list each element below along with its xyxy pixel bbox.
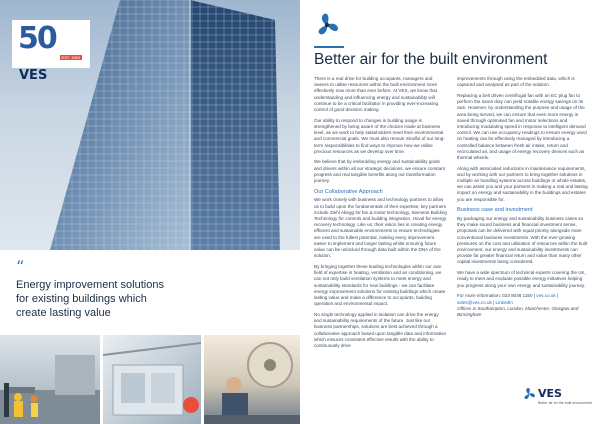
page-title: Better air for the built environment — [314, 51, 548, 68]
offices-text: Offices in Southampton, London, Manchester, Glasgow and Birmingham — [457, 305, 579, 317]
title-rule — [314, 46, 344, 48]
logo-established: EST. 1960 — [61, 55, 80, 60]
article-column-2 — [457, 76, 590, 354]
logo-brand: VES — [19, 68, 48, 83]
linkedin-link[interactable]: LinkedIn — [495, 299, 513, 305]
fan-engineer-photo — [204, 335, 300, 424]
paragraph: Replacing a belt driven centrifugal fan with an EC plug fan to perform the same duty can yield notable energy savings on its own. However, by understanding the purpose and usage of the area being served, we can ensure that even more energy is saved through optimised fan and motor selections and introducing modulating speed in response to intelligent demand control. We can use occupancy readings to ensure energy used on heating can be effectively managed by introducing a controlled balance between fresh air intake, return and recirculated air, and usage of energy recovery devices such as thermal wheels. — [457, 92, 587, 160]
section-heading: Our Collaborative Approach — [314, 188, 383, 195]
email-link[interactable]: sales@ves.co.uk — [457, 299, 492, 305]
ves-50-logo — [12, 20, 90, 83]
paragraph: Our ability to respond to changes in building usage is strengthened by being aware of the choices made at business level, as we work to help stakeholders meet their environmental and commercial goals. We must also remain mindful of our long-term responsibilities to find ways to improve how we utilise precious resources as we develop over time. — [314, 117, 445, 154]
rooftop-workers-photo — [0, 335, 100, 424]
contact-info: For more information: 023 8046 1150 | ves.co.uk | sales@ves.co.uk | LinkedIn Offices in Southampton, London, Manchester, Glasgow and Birmingham — [457, 293, 579, 317]
footer-brand: VES — [538, 387, 562, 400]
section-heading: Business case and investment — [457, 207, 533, 214]
footer-ves-logo — [522, 387, 592, 417]
fan-logo-icon — [522, 387, 536, 401]
paragraph: By packaging our energy and sustainability business cases so they make sound business and financial investment sense, proposals can be delivered with equal priority alongside more conventional business investments. With the ever-growing pressures on the cost and utilisation of resources within the built environment, our energy and sustainability investments can provide far greater financial return and value than many other capital investments being considered. — [457, 216, 588, 265]
photo-strip — [0, 335, 300, 424]
paragraph: We work closely with business and technology partners to allow us to build upon the fundamentals of their expertise; key partners include Ziehl Abegg for fan & motor technology, Siemens Building Technology for controls and building integration. Hoval for energy recovery technology. Like us, their vision lies in creating energy efficient and sustainable environments to ensure technologies are used to the fullest potential, making every improvement easier to implement and longer lasting whilst ensuring future value can be unlocked through data built within the DNA of the solution. — [314, 197, 447, 259]
article-column-1 — [314, 76, 447, 354]
contact-phone: For more information: 023 8046 1150 — [457, 293, 533, 299]
article-columns — [314, 76, 590, 354]
footer-tagline: Better air for the built environment — [538, 401, 593, 405]
pull-quote-text: Energy improvement solutions for existing buildings which create lasting value — [16, 279, 164, 319]
logo-anniversary-number: 50 — [18, 21, 56, 56]
paragraph: There is a real drive for building occupants, managers and owners to utilise resources within the built environment more effectively now more than ever before. At VES, we know that understanding and influencing energy and sustainability will continue to be a critical facilitator in providing ever-increasing control of good decision making. — [314, 76, 439, 113]
fan-icon — [314, 12, 340, 38]
paragraph: improvements through using the embedded data, which is captured and analysed as part of the solution. — [457, 76, 575, 88]
website-link[interactable]: ves.co.uk — [536, 293, 556, 299]
paragraph: We have a wide spectrum of technical experts covering the UK, ready to meet and evaluate possible energy initiatives helping you progress along your own energy and sustainability journey. — [457, 270, 586, 288]
paragraph: No single technology applied in isolation can drive the energy and sustainability requirements of the future. Just like our business partnerships, solutions are best achieved through a collaborative approach based upon tangible data and information which ensures consistent effective results with the ability to continuously drive — [314, 311, 447, 348]
right-page — [300, 0, 600, 424]
paragraph: Along with associated reductions in maintenance requirements, and by working with our partners to bring together solutions in multiple air handling systems across buildings or whole estates, we can assist you and your partners in making a real and lasting impact on energy and sustainability in the buildings and estates you are responsible for. — [457, 165, 588, 202]
pull-quote — [0, 250, 300, 335]
air-handling-unit-photo — [103, 335, 201, 424]
paragraph: We believe that by embedding energy and sustainability goals and drivers within all our strategic decisions, we ensure constant progress and real tangible benefits along our transformation journey. — [314, 159, 445, 184]
quote-mark-icon: “ — [16, 257, 25, 276]
paragraph: By bringing together these leading technologies within our own field of expertise in heating, ventilation and air conditioning, we can not only build ventilation systems to meet energy and sustainability standards for new buildings - we can facilitate energy improvement solutions for existing buildings which create lasting value and make a difference to occupants, building operation and environmental impact. — [314, 263, 446, 307]
